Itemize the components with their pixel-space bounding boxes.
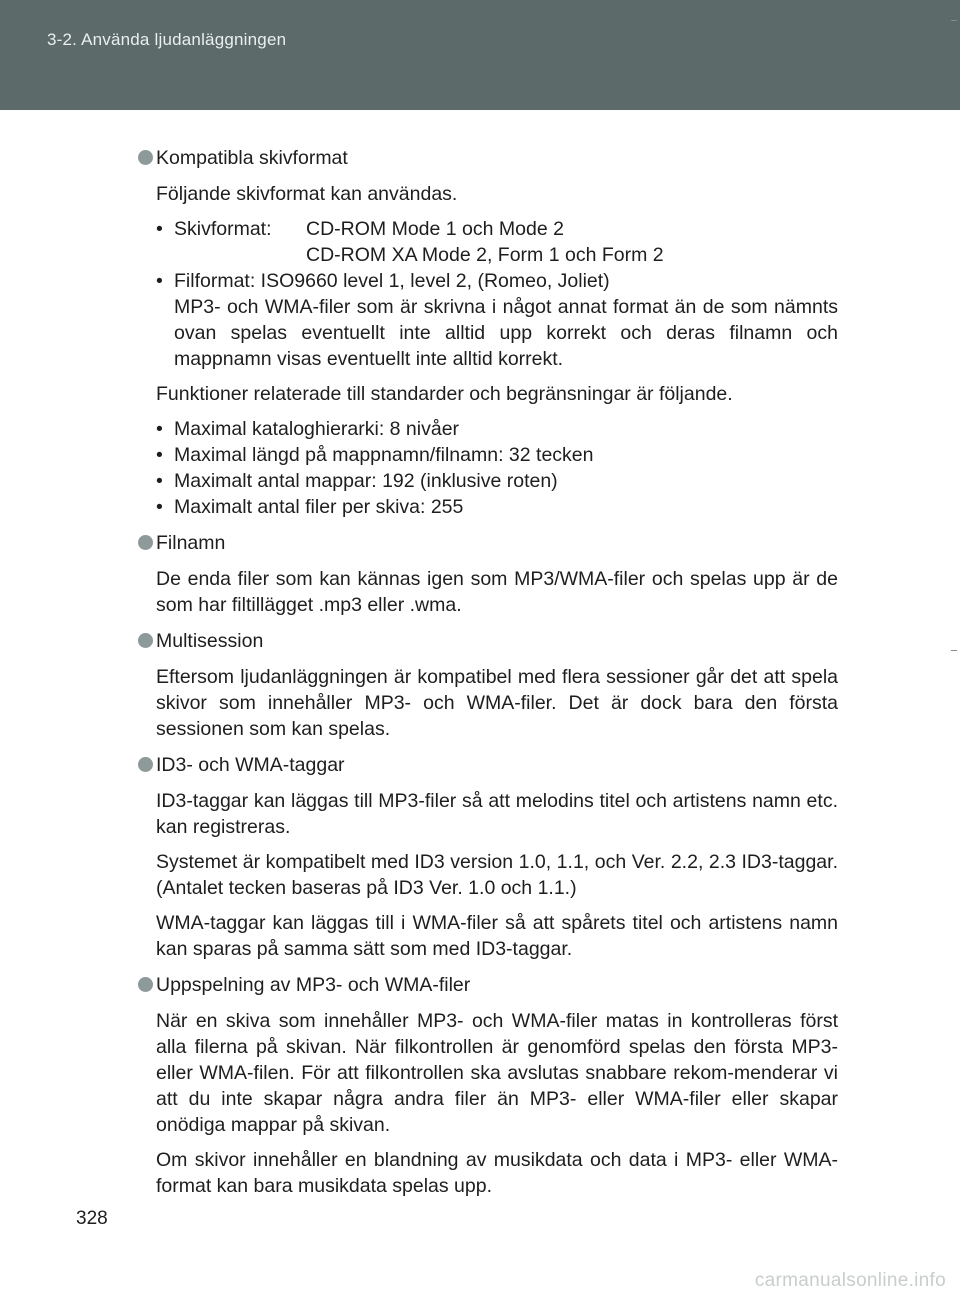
heading-text: Filnamn xyxy=(156,532,226,554)
limits-list xyxy=(156,416,838,520)
format-list xyxy=(156,216,838,372)
crop-mark xyxy=(951,650,957,651)
file-format-note: MP3- och WMA-filer som är skrivna i något annat format än de som nämnts ovan spelas eventuellt inte alltid upp korrekt och deras filnamn och mappnamn visas eventuellt inte alltid korrekt. xyxy=(174,296,838,370)
heading-text: Multisession xyxy=(156,630,264,652)
section-multisession xyxy=(138,628,838,742)
paragraph: Eftersom ljudanläggningen är kompatibel med flera sessioner går det att spela skivor som innehåller MP3- och WMA-filer. Det är dock bara den första sessionen som kan spelas. xyxy=(156,666,838,740)
paragraph: Systemet är kompatibelt med ID3 version 1.0, 1.1, och Ver. 2.2, 2.3 ID3-taggar. (Antalet tecken baseras på ID3 Ver. 1.0 och 1.1.) xyxy=(156,851,838,899)
section-mp3-wma-playback xyxy=(138,972,838,1199)
section-heading xyxy=(138,628,838,654)
list-item xyxy=(156,268,838,372)
page-content xyxy=(138,145,838,1209)
list-item: • Maximal kataloghierarki: 8 nivåer xyxy=(156,416,838,442)
bullet-dot-icon xyxy=(138,633,153,648)
paragraph: När en skiva som innehåller MP3- och WMA-filer matas in kontrolleras först alla filerna på skivan. När filkontrollen är genomförd spelas den första MP3- eller WMA-filen. För att filkontrollen ska avslutas snabbare rekom-menderar vi att du inte skapar några andra filer än MP3- eller WMA-filer eller skapar onödiga mappar på skivan. xyxy=(156,1010,838,1136)
page-number: 328 xyxy=(76,1208,108,1229)
paragraph: WMA-taggar kan läggas till i WMA-filer så att spårets titel och artistens namn kan sparas på samma sätt som med ID3-taggar. xyxy=(156,912,838,960)
section-heading xyxy=(138,530,838,556)
disc-format-row xyxy=(174,216,838,268)
paragraph: Följande skivformat kan användas. xyxy=(156,183,458,205)
section-heading xyxy=(138,972,838,998)
section-filenames xyxy=(138,530,838,618)
bullet-dot-icon xyxy=(138,535,153,550)
section-id3-wma-tags xyxy=(138,752,838,962)
list-item xyxy=(156,216,838,268)
paragraph: Funktioner relaterade till standarder och begränsningar är följande. xyxy=(156,383,733,405)
heading-text: ID3- och WMA-taggar xyxy=(156,754,345,776)
crop-mark xyxy=(951,20,957,21)
bullet-dot-icon xyxy=(138,977,153,992)
chapter-title: 3-2. Använda ljudanläggningen xyxy=(47,30,287,49)
list-item: • Maximalt antal filer per skiva: 255 xyxy=(156,494,838,520)
heading-text: Kompatibla skivformat xyxy=(156,147,348,169)
chapter-header-band xyxy=(0,0,960,110)
format-values xyxy=(306,216,664,268)
watermark[interactable]: carmanualsonline.info xyxy=(754,1270,946,1291)
list-item: • Maximal längd på mappnamn/filnamn: 32 tecken xyxy=(156,442,838,468)
file-format-line: • Filformat: ISO9660 level 1, level 2, (Romeo, Joliet) xyxy=(174,270,610,292)
format-label: • Skivformat: xyxy=(174,218,272,240)
format-value: CD-ROM Mode 1 och Mode 2 xyxy=(306,218,564,240)
section-compatible-formats xyxy=(138,145,838,520)
bullet-dot-icon xyxy=(138,150,153,165)
format-value: CD-ROM XA Mode 2, Form 1 och Form 2 xyxy=(306,244,664,266)
paragraph: ID3-taggar kan läggas till MP3-filer så att melodins titel och artistens namn etc. kan registreras. xyxy=(156,790,838,838)
section-heading xyxy=(138,752,838,778)
section-heading xyxy=(138,145,838,171)
paragraph: Om skivor innehåller en blandning av musikdata och data i MP3- eller WMA-format kan bara musikdata spelas upp. xyxy=(156,1149,838,1197)
heading-text: Uppspelning av MP3- och WMA-filer xyxy=(156,974,471,996)
list-item: • Maximalt antal mappar: 192 (inklusive roten) xyxy=(156,468,838,494)
bullet-dot-icon xyxy=(138,757,153,772)
paragraph: De enda filer som kan kännas igen som MP3/WMA-filer och spelas upp är de som har filtillägget .mp3 eller .wma. xyxy=(156,568,838,616)
